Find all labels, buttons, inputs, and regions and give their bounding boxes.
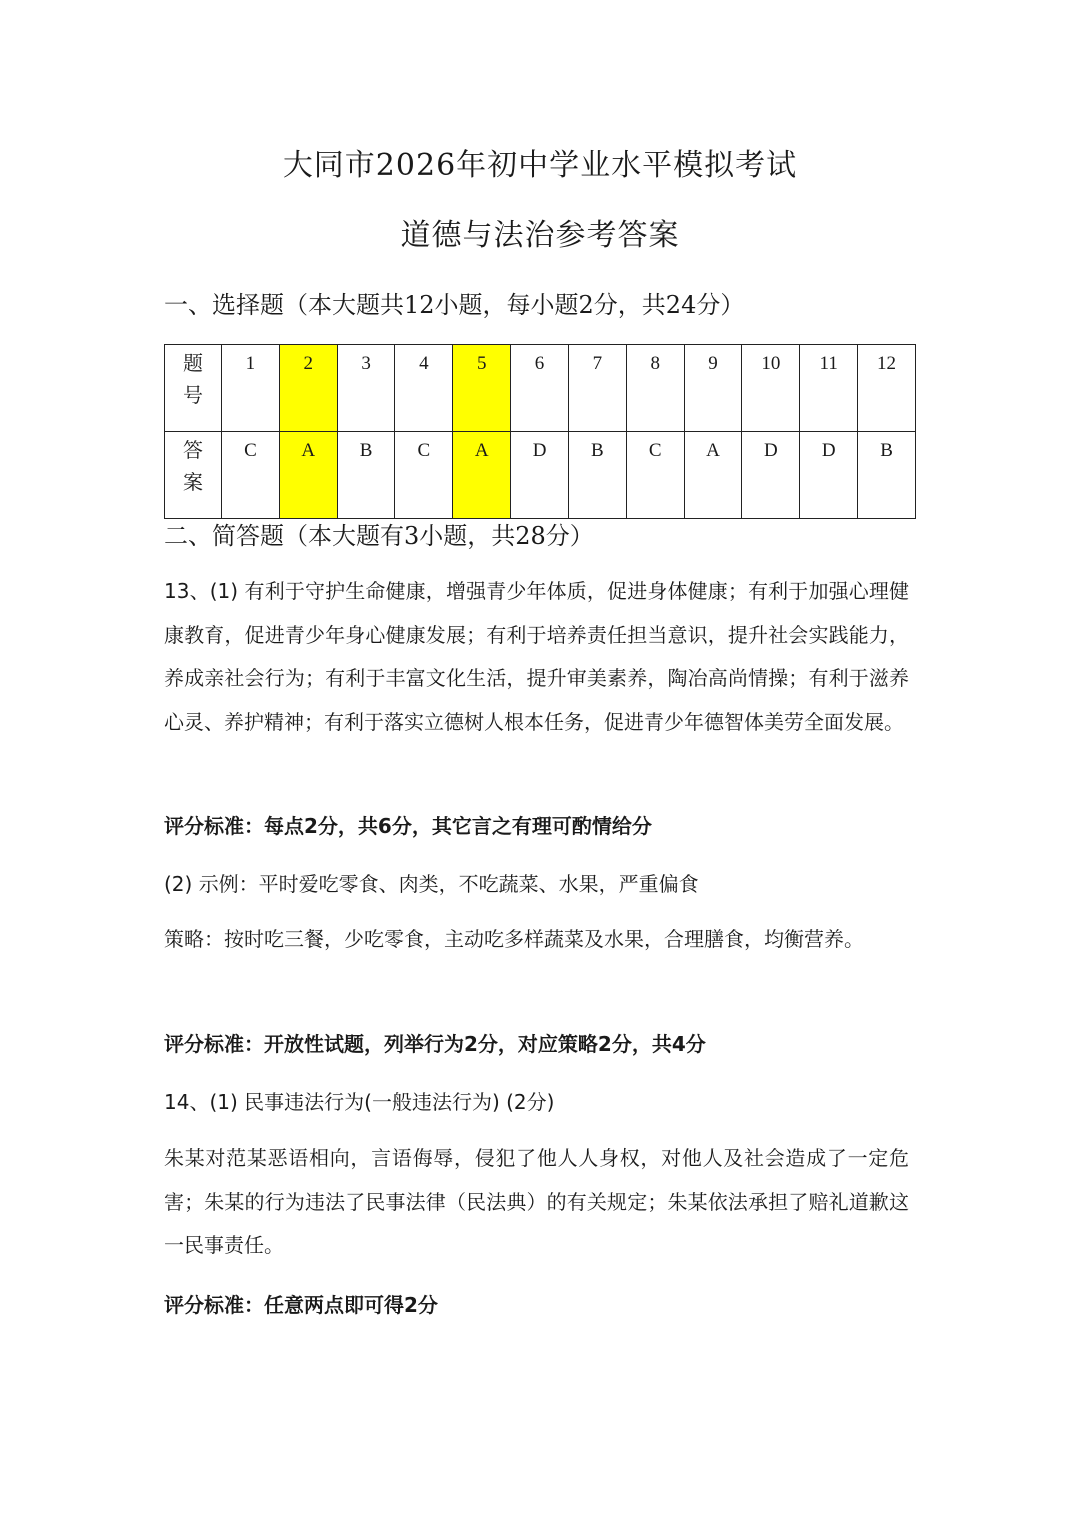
question-cell: 8 (626, 345, 684, 432)
answer-table (164, 344, 916, 519)
question-cell: 11 (800, 345, 858, 432)
question-cell: 10 (742, 345, 800, 432)
answer-cell: B (858, 432, 916, 519)
answer-cell: B (337, 432, 395, 519)
question-cell: 1 (222, 345, 280, 432)
question-cell: 6 (511, 345, 569, 432)
row-header-answer-text: 答 案 (183, 438, 203, 494)
answer-cell: C (395, 432, 453, 519)
answer-cell: C (626, 432, 684, 519)
q13-part1-scoring: 评分标准：每点2分，共6分，其它言之有理可酌情给分 (164, 814, 652, 838)
q14-part1-heading: 14、(1) 民事违法行为(一般违法行为) (2分) (164, 1090, 555, 1114)
section-1-heading: 一、选择题（本大题共12小题，每小题2分，共24分） (164, 291, 745, 319)
section-2-heading: 二、简答题（本大题有3小题，共28分） (164, 522, 594, 550)
answer-cell-highlighted: A (279, 432, 337, 519)
document-title: 大同市2026年初中学业水平模拟考试 (282, 148, 798, 183)
answer-cell: A (684, 432, 742, 519)
question-cell-highlighted: 5 (453, 345, 511, 432)
q13-part2-scoring: 评分标准：开放性试题，列举行为2分，对应策略2分，共4分 (164, 1032, 706, 1056)
row-header-answer (165, 432, 222, 519)
q13-part1-answer: 13、(1) 有利于守护生命健康，增强青少年体质，促进身体健康；有利于加强心理健康教育，促进青少年身心健康发展；有利于培养责任担当意识，提升社会实践能力，养成亲社会行为；有利于丰富文化生活，提升审美素养，陶冶高尚情操；有利于滋养心灵、养护精神；有利于落实立德树人根本任务，促进青少年德智体美劳全面发展。 (164, 579, 909, 734)
row-header-question-text: 题 号 (183, 351, 203, 407)
question-cell: 7 (568, 345, 626, 432)
answer-cell: D (742, 432, 800, 519)
question-cell: 3 (337, 345, 395, 432)
question-cell: 4 (395, 345, 453, 432)
answer-cell: B (568, 432, 626, 519)
q13-part2-strategy: 策略：按时吃三餐，少吃零食，主动吃多样蔬菜及水果，合理膳食，均衡营养。 (164, 927, 864, 951)
question-cell: 9 (684, 345, 742, 432)
q14-part1-answer: 朱某对范某恶语相向，言语侮辱，侵犯了他人人身权，对他人及社会造成了一定危害；朱某的行为违法了民事法律（民法典）的有关规定；朱某依法承担了赔礼道歉这一民事责任。 (164, 1146, 909, 1257)
q14-part1-scoring: 评分标准：任意两点即可得2分 (164, 1293, 438, 1317)
answer-cell: D (511, 432, 569, 519)
row-header-question (165, 345, 222, 432)
answer-cell: D (800, 432, 858, 519)
answer-row (165, 432, 916, 519)
answer-cell-highlighted: A (453, 432, 511, 519)
question-cell: 12 (858, 345, 916, 432)
question-cell-highlighted: 2 (279, 345, 337, 432)
q13-part2-example: (2) 示例：平时爱吃零食、肉类，不吃蔬菜、水果，严重偏食 (164, 872, 699, 896)
document-subtitle: 道德与法治参考答案 (400, 218, 680, 253)
question-number-row (165, 345, 916, 432)
answer-cell: C (222, 432, 280, 519)
